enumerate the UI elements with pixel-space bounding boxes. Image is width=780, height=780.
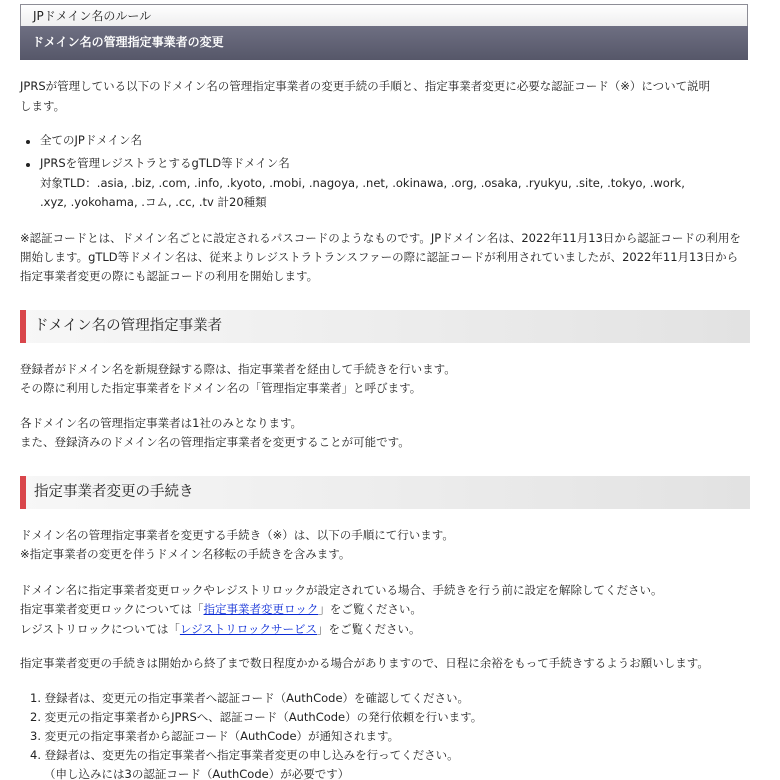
section-heading-procedure <box>20 476 750 509</box>
text-segment: レジストリロックについては「 <box>20 622 180 636</box>
bullet-dot <box>26 140 30 144</box>
section-title: 指定事業者変更の手続き <box>34 484 194 500</box>
bullet-dot <box>26 163 30 167</box>
paragraph-line: ※指定事業者の変更を伴うドメイン名移転の手続きを含みます。 <box>20 547 351 561</box>
paragraph-line: 登録者がドメイン名を新規登録する際は、指定事業者を経由して手続きを行います。 <box>20 362 456 376</box>
note-text-line: 開始します。gTLD等ドメイン名は、従来よりレジストラトランスファーの際に認証コードが利用されていましたが、2022年11月13日から <box>20 250 739 264</box>
paragraph-line: 各ドメイン名の管理指定事業者は1社のみとなります。 <box>20 416 303 430</box>
intro-text-line: JPRSが管理している以下のドメイン名の管理指定事業者の変更手続の手順と、指定事業者変更に必要な認証コード（※）について説明 <box>20 79 711 93</box>
list-item: 全てのJPドメイン名 <box>40 133 142 147</box>
step-item: 1. 登録者は、変更元の指定事業者へ認証コード（AuthCode）を確認してください。 <box>30 691 470 705</box>
transfer-lock-link[interactable]: 指定事業者変更ロック <box>203 602 319 616</box>
step-item: 2. 変更元の指定事業者からJPRSへ、認証コード（AuthCode）の発行依頼を行います。 <box>30 710 483 724</box>
text-segment: 指定事業者変更ロックについては「 <box>20 602 204 616</box>
heading-accent-bar <box>20 476 26 509</box>
registry-lock-link[interactable]: レジストリロックサービス <box>179 622 318 636</box>
paragraph-line <box>20 619 421 639</box>
section-title: ドメイン名の管理指定事業者 <box>34 318 223 334</box>
paragraph-line <box>20 599 422 619</box>
heading-accent-bar <box>20 310 26 343</box>
note-text-line: ※認証コードとは、ドメイン名ごとに設定されるパスコードのようなものです。JPドメイン名は、2022年11月13日から認証コードの利用を <box>20 231 741 245</box>
breadcrumb: JPドメイン名のルール <box>20 4 748 26</box>
list-item: JPRSを管理レジストラとするgTLD等ドメイン名 <box>40 156 290 170</box>
section-heading-registrar <box>20 310 750 343</box>
tld-list-line: .xyz, .yokohama, .コム, .cc, .tv 計20種類 <box>40 195 267 209</box>
paragraph-line: また、登録済みのドメイン名の管理指定事業者を変更することが可能です。 <box>20 435 410 449</box>
tld-list-line: 対象TLD：.asia, .biz, .com, .info, .kyoto, .mobi, .nagoya, .net, .okinawa, .org, .osaka, .ryukyu, .site, .tokyo, .work, <box>40 176 685 190</box>
paragraph-line: 指定事業者変更の手続きは開始から終了まで数日程度かかる場合がありますので、日程に余裕をもって手続きするようお願いします。 <box>20 656 709 670</box>
page-title: ドメイン名の管理指定事業者の変更 <box>20 26 748 60</box>
text-segment: 」をご覧ください。 <box>318 602 422 616</box>
step-note: （申し込みには3の認証コード（AuthCode）が必要です） <box>44 767 350 780</box>
paragraph-line: ドメイン名に指定事業者変更ロックやレジストリロックが設定されている場合、手続きを行う前に設定を解除してください。 <box>20 583 663 597</box>
paragraph-line: ドメイン名の管理指定事業者を変更する手続き（※）は、以下の手順にて行います。 <box>20 528 454 542</box>
text-segment: 」をご覧ください。 <box>317 622 421 636</box>
note-text-line: 指定事業者変更の際にも認証コードの利用を開始します。 <box>20 269 319 283</box>
paragraph-line: その際に利用した指定事業者をドメイン名の「管理指定事業者」と呼びます。 <box>20 381 422 395</box>
intro-text-line: します。 <box>20 99 66 113</box>
step-item: 3. 変更元の指定事業者から認証コード（AuthCode）が通知されます。 <box>30 729 400 743</box>
step-item: 4. 登録者は、変更先の指定事業者へ指定事業者変更の申し込みを行ってください。 <box>30 748 459 762</box>
